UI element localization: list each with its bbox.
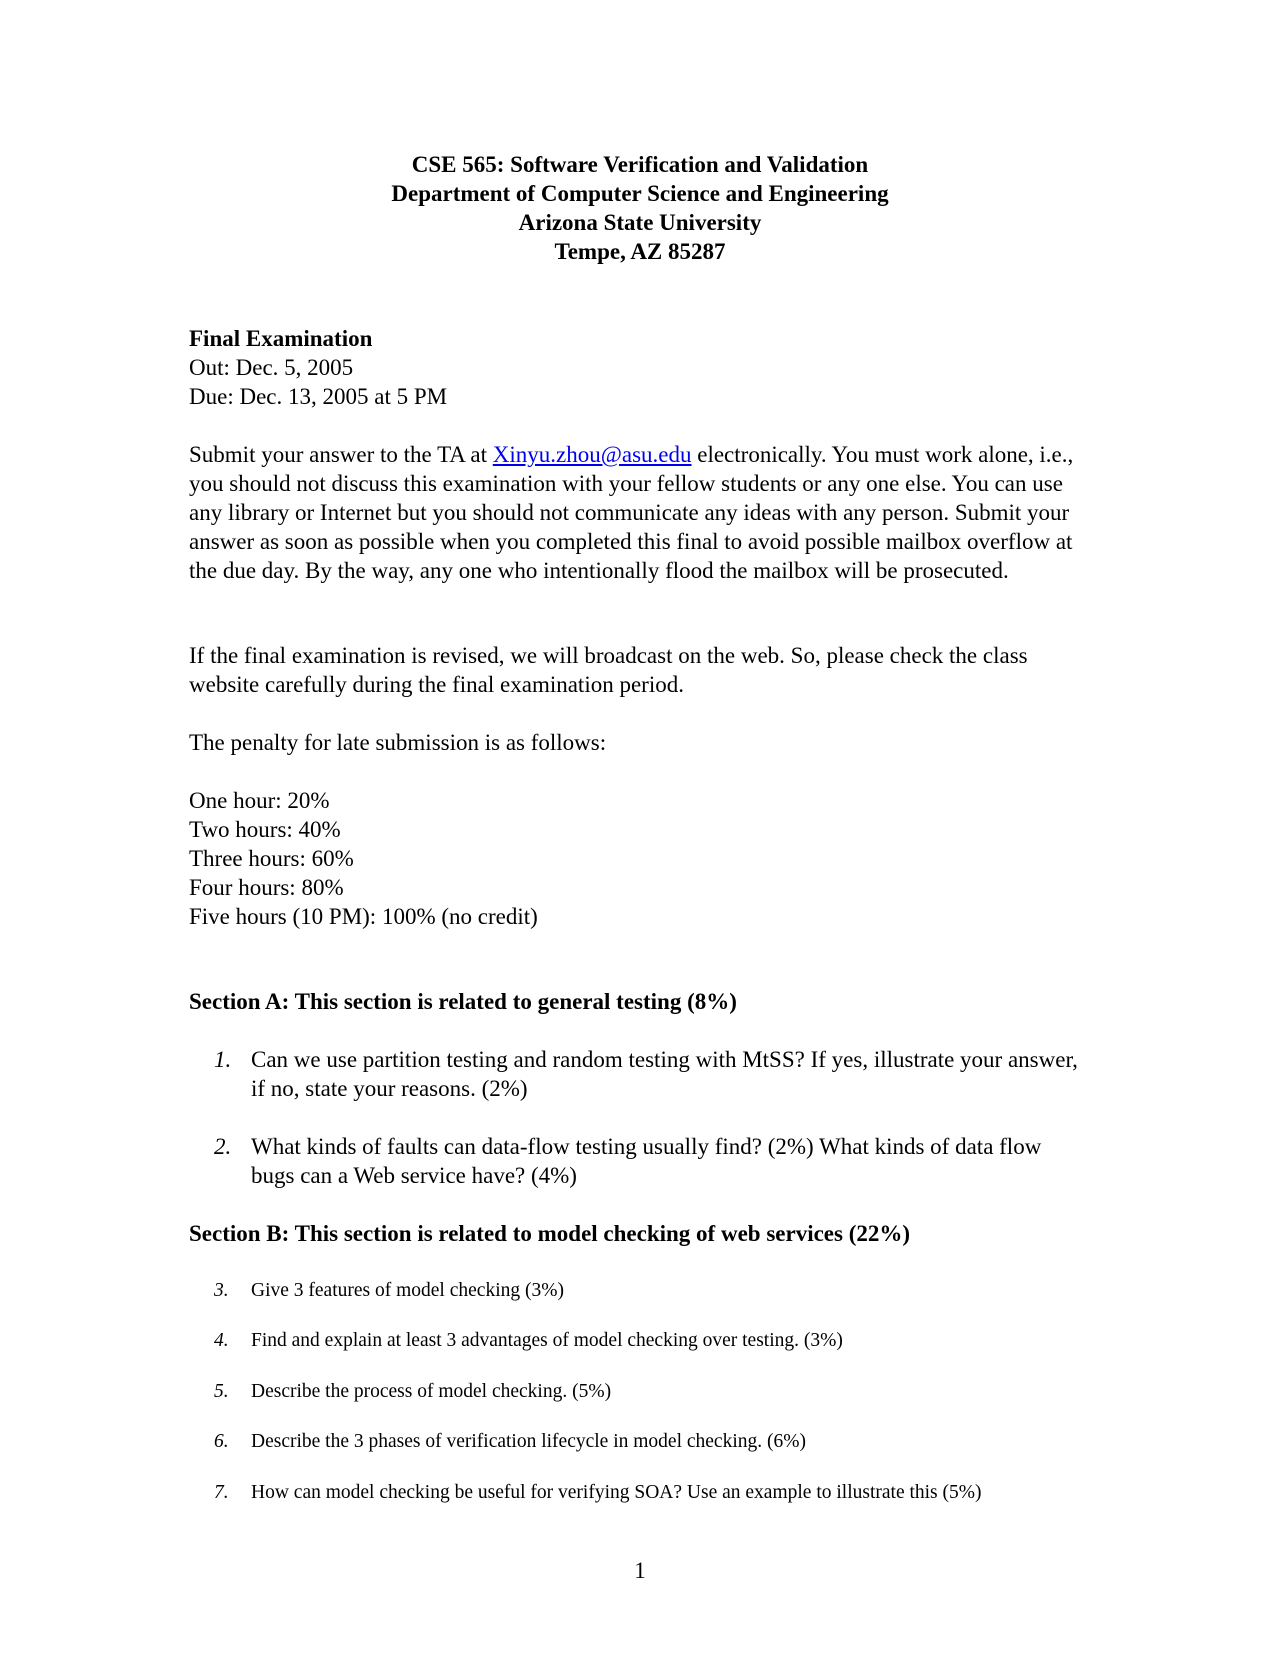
question-number: 4. bbox=[214, 1330, 229, 1351]
penalty-intro: The penalty for late submission is as follows: bbox=[189, 730, 607, 755]
section-a-title: Section A: This section is related to general testing (8%) bbox=[189, 989, 737, 1014]
submission-instructions bbox=[189, 440, 1089, 585]
question-number: 3. bbox=[214, 1280, 229, 1301]
exam-title: Final Examination bbox=[189, 326, 373, 351]
penalty-item: One hour: 20% bbox=[189, 788, 330, 813]
exam-info bbox=[189, 324, 1089, 411]
question-text: Can we use partition testing and random testing with MtSS? If yes, illustrate your answer, if no, state your reasons. (2%) bbox=[251, 1047, 1078, 1101]
question-number: 5. bbox=[214, 1381, 229, 1402]
question-number: 1. bbox=[214, 1047, 232, 1072]
page-number: 1 bbox=[634, 1558, 646, 1583]
ta-email-link[interactable]: Xinyu.zhou@asu.edu bbox=[492, 442, 692, 467]
document-header bbox=[0, 150, 1280, 266]
university-name: Arizona State University bbox=[518, 210, 762, 235]
question-number: 6. bbox=[214, 1431, 229, 1452]
question-text: How can model checking be useful for verifying SOA? Use an example to illustrate this (5%) bbox=[251, 1482, 982, 1503]
exam-out-date: Out: Dec. 5, 2005 bbox=[189, 355, 354, 380]
question-text: What kinds of faults can data-flow testing usually find? (2%) What kinds of data flow bugs can a Web service have? (4%) bbox=[251, 1134, 1042, 1188]
section-b-title: Section B: This section is related to model checking of web services (22%) bbox=[189, 1221, 911, 1246]
revision-notice: If the final examination is revised, we will broadcast on the web. So, please check the class website carefully during the final examination period. bbox=[189, 643, 1028, 697]
exam-due-date: Due: Dec. 13, 2005 at 5 PM bbox=[189, 384, 448, 409]
question-text: Describe the process of model checking. (5%) bbox=[251, 1381, 612, 1402]
submit-prefix: Submit your answer to the TA at bbox=[189, 442, 493, 467]
question-text: Describe the 3 phases of verification lifecycle in model checking. (6%) bbox=[251, 1431, 806, 1452]
question-text: Give 3 features of model checking (3%) bbox=[251, 1280, 564, 1301]
penalty-list bbox=[189, 786, 1089, 931]
penalty-item: Four hours: 80% bbox=[189, 875, 344, 900]
question-text: Find and explain at least 3 advantages of model checking over testing. (3%) bbox=[251, 1330, 843, 1351]
question-number: 7. bbox=[214, 1482, 229, 1503]
submit-suffix: electronically. You must work alone, i.e., you should not discuss this examination with your fellow students or any one else. You can use any library or Internet but you should not communicate any ideas with any person. Submit your answer as soon as possible when you completed this final to avoid possible mailbox overflow at the due day. By the way, any one who intentionally flood the mailbox will be prosecuted. bbox=[189, 442, 1074, 583]
penalty-item: Two hours: 40% bbox=[189, 817, 341, 842]
university-location: Tempe, AZ 85287 bbox=[554, 239, 726, 264]
department-name: Department of Computer Science and Engineering bbox=[391, 181, 889, 206]
question-number: 2. bbox=[214, 1134, 232, 1159]
course-title: CSE 565: Software Verification and Validation bbox=[411, 152, 869, 177]
penalty-item: Five hours (10 PM): 100% (no credit) bbox=[189, 904, 538, 929]
penalty-item: Three hours: 60% bbox=[189, 846, 354, 871]
